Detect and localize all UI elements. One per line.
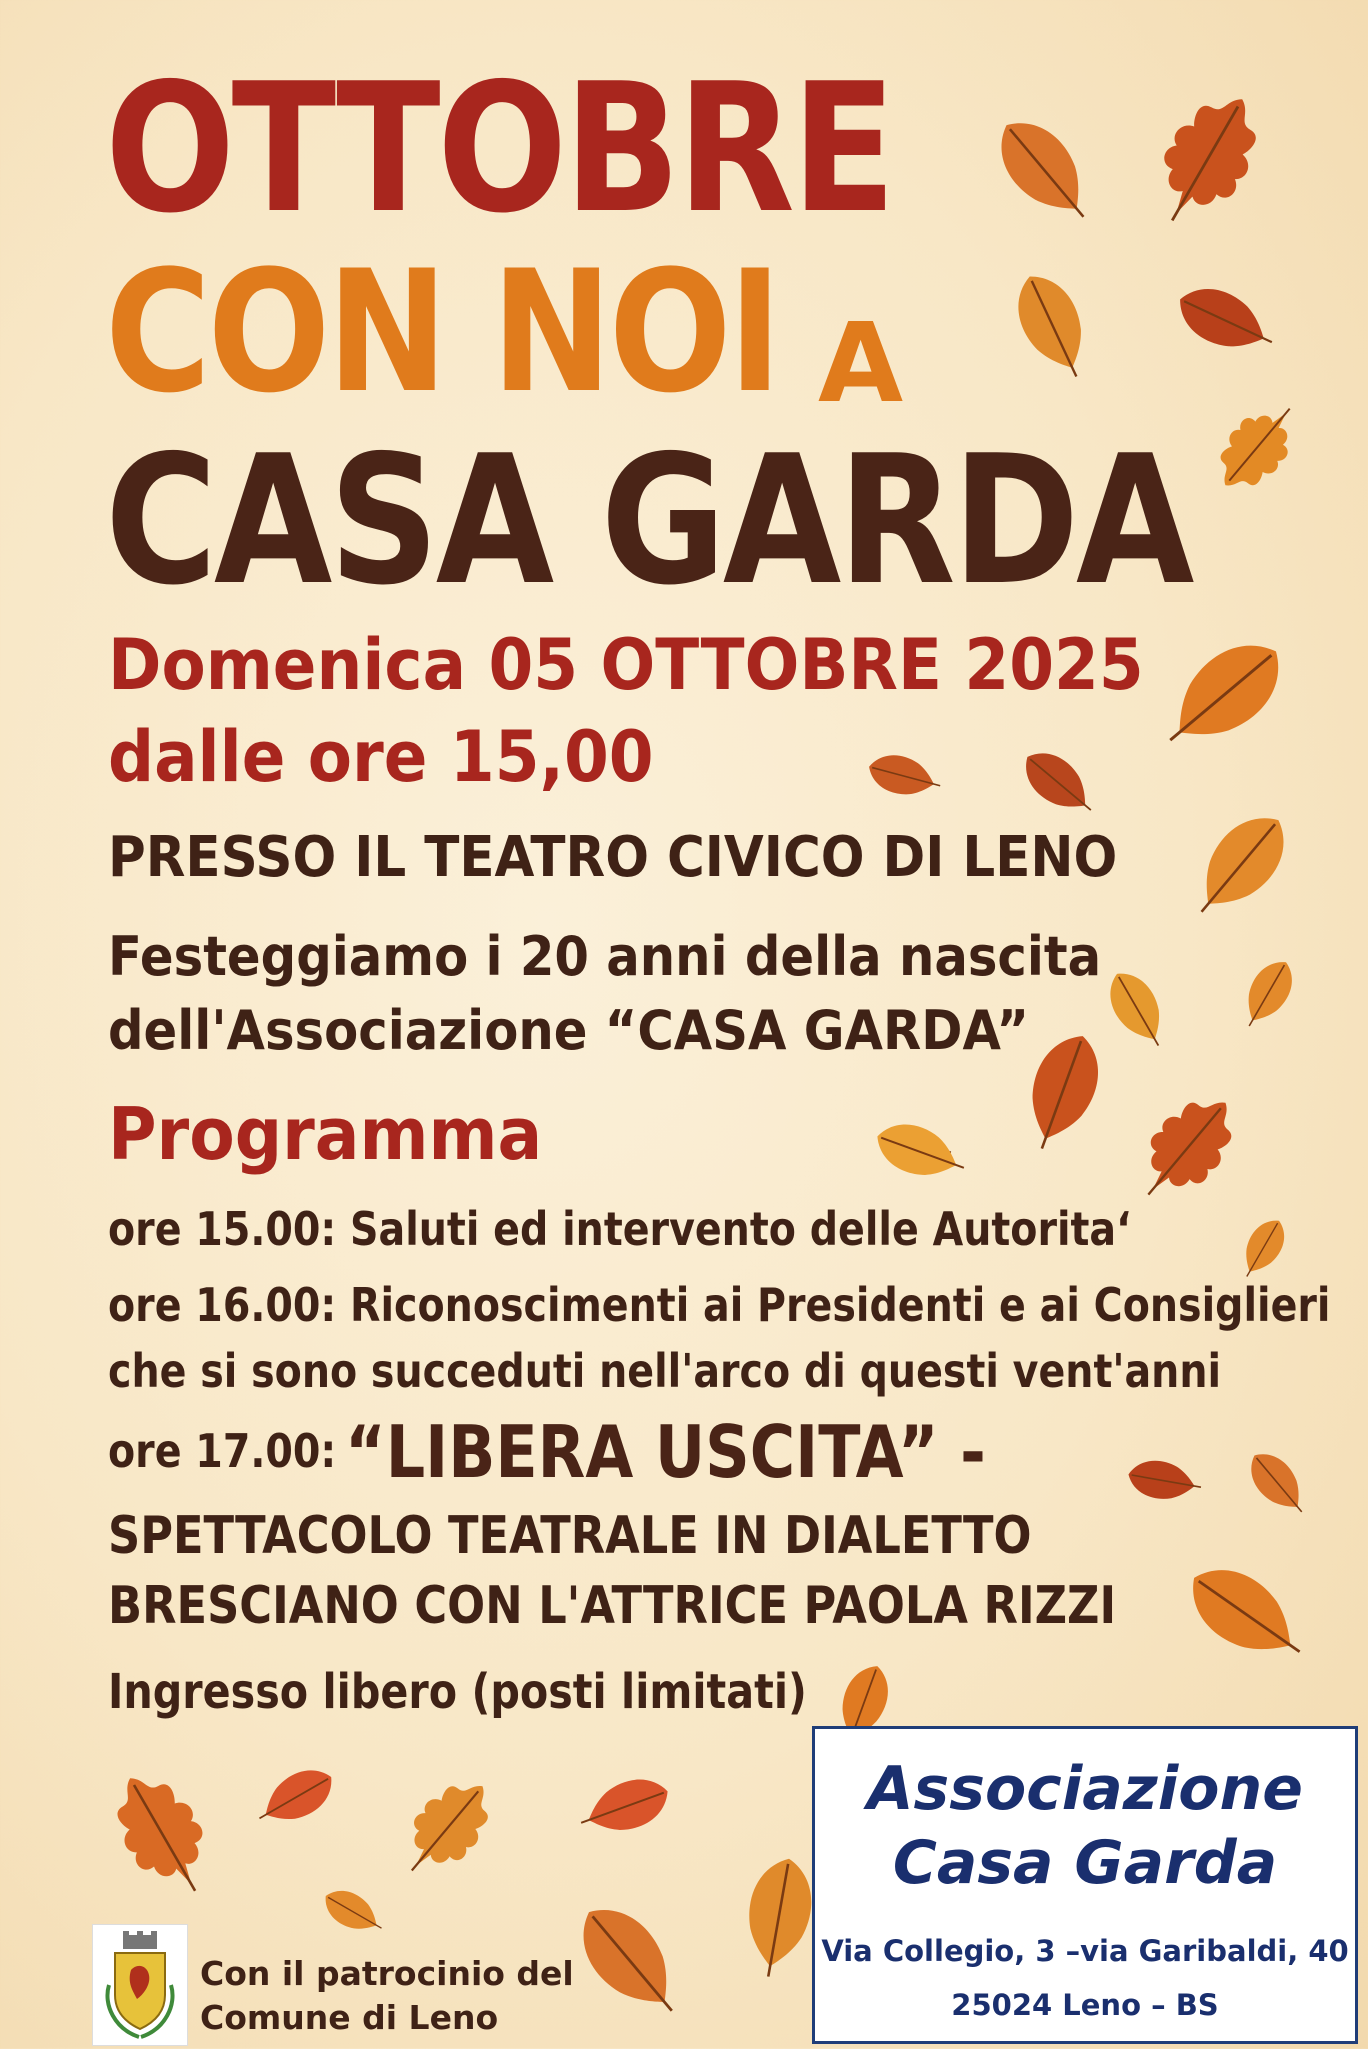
celebration-line-2: dell'Associazione “CASA GARDA” <box>108 999 1030 1062</box>
leaf-17 <box>1125 1456 1204 1506</box>
leaf-19 <box>1175 1551 1318 1679</box>
leaf-27 <box>318 1882 390 1943</box>
leaf-4 <box>1169 276 1282 365</box>
program-item-1: ore 15.00: Saluti ed intervento delle Autorita‘ <box>108 1202 1132 1256</box>
association-address-line-1: Via Collegio, 3 –via Garibaldi, 40 <box>821 1934 1349 1968</box>
municipal-crest-icon <box>92 1924 188 2046</box>
program-item-3-time: ore 17.00: <box>108 1424 337 1478</box>
leaf-14 <box>869 1114 971 1189</box>
event-venue: PRESSO IL TEATRO CIVICO DI LENO <box>108 825 1118 890</box>
program-heading: Programma <box>108 1092 543 1176</box>
program-item-2-line-2: che si sono succeduti nell'arco di questi vent'anni <box>108 1344 1222 1398</box>
title-line-2-suffix: A <box>818 299 904 427</box>
sponsor-line-2: Comune di Leno <box>200 1998 499 2037</box>
event-time: dalle ore 15,00 <box>108 716 654 798</box>
leaf-7 <box>864 749 945 804</box>
program-item-3-desc-2: BRESCIANO CON L'ATTRICE PAOLA RIZZI <box>108 1576 1117 1636</box>
title-line-3: CASA GARDA <box>105 417 1191 624</box>
leaf-top-2 <box>1137 79 1277 241</box>
program-item-3-title: “LIBERA USCITA” - <box>345 1410 986 1494</box>
title-line-2: CON NOI <box>105 234 779 430</box>
association-name-line-1: Associazione <box>867 1754 1303 1824</box>
leaf-11 <box>1233 953 1302 1035</box>
leaf-9 <box>1178 801 1301 932</box>
leaf-15 <box>1122 1080 1252 1217</box>
title-line-1: OTTOBRE <box>105 45 893 252</box>
celebration-line-1: Festeggiamo i 20 anni della nascita <box>108 925 1102 988</box>
leaf-5 <box>1203 390 1312 504</box>
leaf-3 <box>1004 265 1102 389</box>
event-date: Domenica 05 OTTOBRE 2025 <box>108 624 1144 706</box>
association-info-box <box>812 1726 1358 2044</box>
program-item-2-line-1: ore 16.00: Riconoscimenti ai Presidenti e ai Consiglieri <box>108 1278 1331 1332</box>
leaf-25 <box>564 1891 697 2032</box>
leaf-23 <box>387 1766 506 1891</box>
leaf-22 <box>249 1759 342 1837</box>
leaf-21 <box>98 1759 228 1909</box>
leaf-18 <box>1240 1443 1316 1523</box>
leaf-top-1 <box>983 106 1106 237</box>
leaf-10 <box>1099 963 1177 1056</box>
leaf-26 <box>738 1854 819 1982</box>
program-item-3-desc-1: SPETTACOLO TEATRALE IN DIALETTO <box>108 1506 1032 1566</box>
entry-note: Ingresso libero (posti limitati) <box>108 1664 807 1720</box>
association-address-line-2: 25024 Leno – BS <box>951 1988 1219 2022</box>
leaf-8 <box>1014 741 1104 826</box>
sponsor-line-1: Con il patrocinio del <box>200 1954 574 1993</box>
association-name-line-2: Casa Garda <box>892 1828 1278 1898</box>
leaf-6 <box>1148 625 1299 767</box>
leaf-24 <box>573 1769 675 1844</box>
leaf-16 <box>1233 1213 1294 1285</box>
